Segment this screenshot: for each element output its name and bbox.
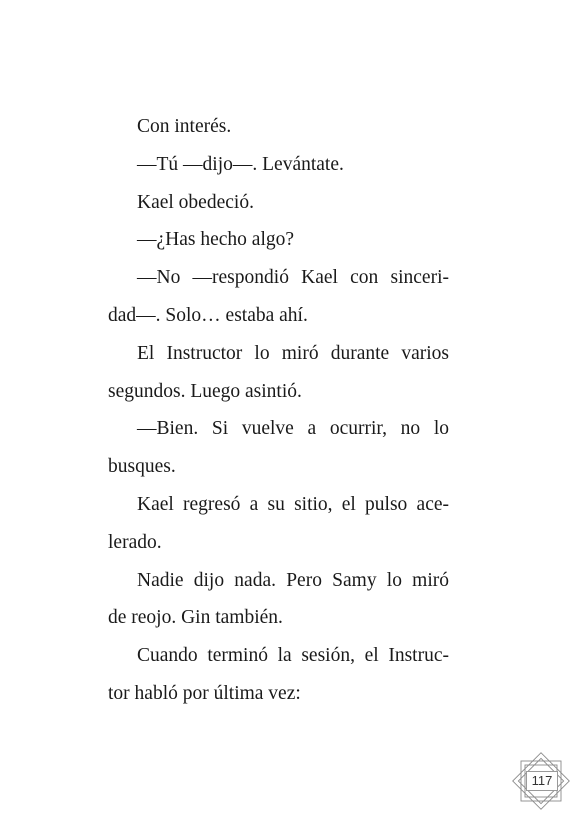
paragraph [108, 259, 449, 335]
text-line: El Instructor lo miró durante varios [137, 342, 449, 364]
paragraph [108, 335, 449, 411]
page-number-ornament [512, 752, 570, 810]
text-line: segundos. Luego asintió. [108, 380, 302, 402]
paragraph [108, 486, 449, 562]
text-line: —No —respondió Kael con sinceri- [137, 267, 449, 289]
text-line: —¿Has hecho algo? [137, 229, 295, 251]
text-line: Kael regresó a su sitio, el pulso ace- [137, 493, 449, 515]
text-line: Cuando terminó la sesión, el Instruc- [137, 645, 449, 667]
text-line: —Tú —dijo—. Levántate. [137, 153, 344, 175]
text-line: dad—. Solo… estaba ahí. [108, 304, 308, 326]
text-line: Con interés. [137, 116, 232, 137]
text-line: —Bien. Si vuelve a ocurrir, no lo [137, 418, 449, 440]
page-number: 117 [526, 771, 558, 791]
body-text [108, 108, 449, 713]
paragraph [108, 221, 449, 259]
paragraph [108, 108, 449, 146]
paragraph [108, 410, 449, 486]
text-line: lerado. [108, 531, 162, 553]
paragraph [108, 146, 449, 184]
paragraph [108, 184, 449, 222]
text-line: de reojo. Gin también. [108, 607, 283, 629]
paragraph [108, 637, 449, 713]
text-line: Nadie dijo nada. Pero Samy lo miró [137, 569, 449, 591]
text-line: tor habló por última vez: [108, 682, 301, 704]
paragraph [108, 562, 449, 638]
text-line: busques. [108, 456, 176, 478]
text-line: Kael obedeció. [137, 191, 254, 213]
